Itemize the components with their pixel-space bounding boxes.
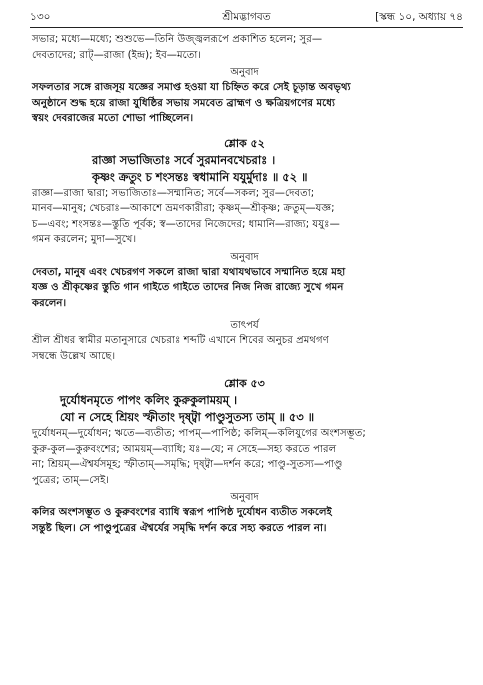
- synonym-line: মানব—মানুষ; খেচরাঃ—আকাশে ভ্রমণকারীরা; কৃষ্ণম্—শ্রীকৃষ্ণ; ক্রতুম্—যজ্ঞ;: [32, 203, 335, 214]
- translation-label: অনুবাদ: [230, 251, 259, 263]
- shloka-heading: শ্লোক ৫২: [224, 136, 265, 150]
- intro-synonyms: [32, 32, 457, 63]
- synonyms-block: [32, 186, 457, 248]
- translation-line: স্বয়ং দেবরাজের মতো শোভা পাচ্ছিলেন।: [32, 113, 194, 124]
- page-body: [32, 32, 457, 536]
- synonym-line: দুর্যোধনম্—দুর্যোধন; ঋতে—ব্যতীত; পাপম্—পাপিষ্ঠ; কলিম্—কলিযুগের অংশসম্ভূত;: [32, 428, 366, 439]
- verse-block: [32, 392, 457, 426]
- translation-line: সফলতার সঙ্গে রাজসূয় যজ্ঞের সমাপ্ত হওয়া যা চিহ্নিত করে সেই চূড়ান্ত অবভৃথ্য: [32, 82, 351, 93]
- translation-line: দেবতা, মানুষ এবং খেচরগণ সকলে রাজা দ্বারা যথাযথভাবে সম্মানিত হয়ে মহা: [32, 266, 346, 278]
- verse-line: রাজ্ঞা সভাজিতাঃ সর্বে সুরমানবখেচরাঃ ।: [92, 152, 276, 167]
- synonym-line: পুত্রের; তাম্—সেই।: [32, 474, 110, 486]
- purport-label: তাৎপর্য: [230, 320, 259, 331]
- translation-text: [32, 265, 457, 312]
- synonym-line: না; শ্রিয়ম্—ঐশ্বর্যসমূহ; স্ফীতাম্—সমৃদ্ধি; দৃষ্ট্বা—দর্শন করে; পাণ্ডু-সুতস্য—পাণ্ডু: [32, 459, 343, 470]
- verse-block: [32, 152, 457, 186]
- purport-line: শ্রীল শ্রীধর স্বামীর মতানুসারে খেচরাঃ শব্দটি এখানে শিবের অনুচর প্রমথগণ: [32, 335, 329, 346]
- shloka-heading: শ্লোক ৫৩: [224, 377, 265, 390]
- translation-label: অনুবাদ: [230, 492, 259, 503]
- synonym-line: চ—এবং; শংসন্তঃ—স্তুতি পূর্বক; স্ব—তাদের নিজেদের; ধামানি—রাজ্য; যযুঃ—: [32, 218, 340, 230]
- synonyms-block: [32, 426, 457, 488]
- translation-line: করলেন।: [32, 297, 67, 309]
- translation-text: [32, 80, 457, 127]
- page-number: ১৩০: [30, 11, 51, 23]
- header-rule: [30, 27, 463, 28]
- synonym-line: দেবতাদের; রাট্—রাজা (ইন্দ্র); ইব—মতো।: [32, 49, 201, 61]
- translation-line: কলির অংশসম্ভূত ও কুরুবংশের ব্যাধি স্বরূপ পাপিষ্ঠ দুর্যোধন ব্যতীত সকলেই: [32, 507, 332, 518]
- book-title: শ্রীমদ্ভাগবত: [222, 11, 271, 23]
- synonym-line: গমন করলেন; মুদা—সুখে।: [32, 234, 137, 245]
- verse-line: কৃষ্ণং ক্রতুং চ শংসন্তঃ স্বধামানি যযুর্মুদাঃ ॥ ৫২ ॥: [92, 169, 308, 184]
- purport-line: সম্বন্ধে উল্লেখ আছে।: [32, 350, 116, 362]
- verse-line: দুর্যোধনমৃতে পাপং কলিং কুরুকুলাময়ম্ ।: [60, 393, 238, 407]
- synonym-line: কুরু-কুল—কুরুবংশের; আময়ম্—ব্যাধি; যঃ—যে; ন সেহে—সহ্য করতে পারল: [32, 443, 337, 455]
- purport-text: [32, 333, 457, 364]
- translation-line: সন্তুষ্ট ছিল। সে পাণ্ডুপুত্রের ঐশ্বর্যের সমৃদ্ধি দর্শন করে সহ্য করতে পারল না।: [32, 522, 327, 534]
- synonym-line: রাজ্ঞা—রাজা দ্বারা; সভাজিতাঃ—সম্মানিত; সর্বে—সকল; সুর—দেবতা;: [32, 187, 315, 199]
- translation-label: অনুবাদ: [230, 67, 259, 78]
- synonym-line: সভার; মধ্যে—মধ্যে; শুশুভে—তিনি উজ্জ্বলরূপে প্রকাশিত হলেন; সুর—: [32, 34, 323, 45]
- running-header: [30, 10, 463, 26]
- translation-line: যজ্ঞ ও শ্রীকৃষ্ণের স্তুতি গান গাইতে গাইতে তাদের নিজ নিজ রাজ্যে সুখে গমন: [32, 282, 344, 293]
- chapter-reference: [স্কন্ধ ১০, অধ্যায় ৭৪: [375, 11, 463, 23]
- verse-line: যো ন সেহে শ্রিয়ং স্ফীতাং দৃষ্ট্বা পাণ্ডুসুতস্য তাম্ ॥ ৫৩ ॥: [60, 410, 315, 424]
- translation-text: [32, 505, 457, 536]
- translation-line: অনুষ্ঠানে শুদ্ধ হয়ে রাজা যুধিষ্ঠির সভায় সমবেত ব্রাহ্মণ ও ক্ষত্রিয়গণের মধ্যে: [32, 97, 335, 109]
